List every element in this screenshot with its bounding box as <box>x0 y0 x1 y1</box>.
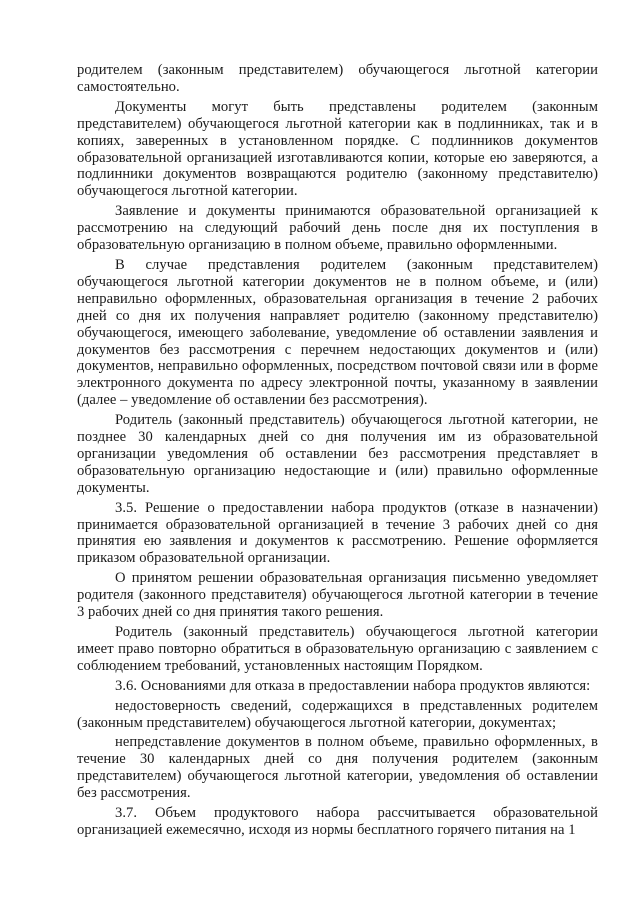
paragraph-acceptance: Заявление и документы принимаются образовательной организацией к рассмотрению на следующий рабочий день после дня их поступления в образовательную организацию в полном объеме, правильно оформленными. <box>77 203 598 254</box>
paragraph-notification: О принятом решении образовательная организация письменно уведомляет родителя (законного представителя) обучающегося льготной категории в течение 3 рабочих дней со дня принятия такого решения. <box>77 570 598 621</box>
paragraph-documents-submission: Документы могут быть представлены родителем (законным представителем) обучающегося льготной категории как в подлинниках, так и в копиях, заверенных в установленном порядке. С подлинников документов образовательной организацией изготавливаются копии, которые ею заверяются, а подлинники документов возвращаются родителю (законному представителю) обучающегося льготной категории. <box>77 98 598 200</box>
paragraph-3-5-decision: 3.5. Решение о предоставлении набора продуктов (отказе в назначении) принимается образовательной организацией в течение 3 рабочих дней со дня принятия ею заявления и документов к рассмотрению. Решение оформляется приказом образовательной организации. <box>77 499 598 567</box>
paragraph-3-7-volume: 3.7. Объем продуктового набора рассчитывается образовательной организацией ежемесячно, исходя из нормы бесплатного горячего питания на 1 <box>77 805 598 838</box>
paragraph-refusal-nonsubmission: непредставление документов в полном объеме, правильно оформленных, в течение 30 календарных дней со дня получения родителем (законным представителем) обучающегося льготной категории, уведомления об оставлении без рассмотрения. <box>77 734 598 802</box>
paragraph-refusal-unreliable-info: недостоверность сведений, содержащихся в представленных родителем (законным представителем) обучающегося льготной категории, документах; <box>77 697 598 731</box>
paragraph-3-6-refusal-grounds: 3.6. Основаниями для отказа в предоставлении набора продуктов являются: <box>115 677 591 694</box>
paragraph-repeat-application: Родитель (законный представитель) обучающегося льготной категории имеет право повторно обратиться в образовательную организацию с заявлением с соблюдением требований, установленных настоящим Порядком. <box>77 624 598 674</box>
paragraph-incomplete-documents: В случае представления родителем (законным представителем) обучающегося льготной категории документов не в полном объеме, и (или) неправильно оформленных, образовательная организация в течение 2 рабочих дней со дня их получения направляет родителю (законному представителю) обучающегося, имеющего заболевание, уведомление об оставлении заявления и документов без рассмотрения с перечнем недостающих документов и (или) документов, неправильно оформленных, посредством почтовой связи или в форме электронного документа по адресу электронной почты, указанному в заявлении (далее – уведомление об оставлении без рассмотрения). <box>77 256 598 409</box>
paragraph-resubmission-deadline: Родитель (законный представитель) обучающегося льготной категории, не позднее 30 календарных дней со дня получения им из образовательной организации уведомления об оставлении без рассмотрения представляет в образовательную организацию недостающие и (или) правильно оформленные документы. <box>77 412 598 496</box>
paragraph-continuation: родителем (законным представителем) обучающегося льготной категории самостоятельно. <box>77 62 598 95</box>
